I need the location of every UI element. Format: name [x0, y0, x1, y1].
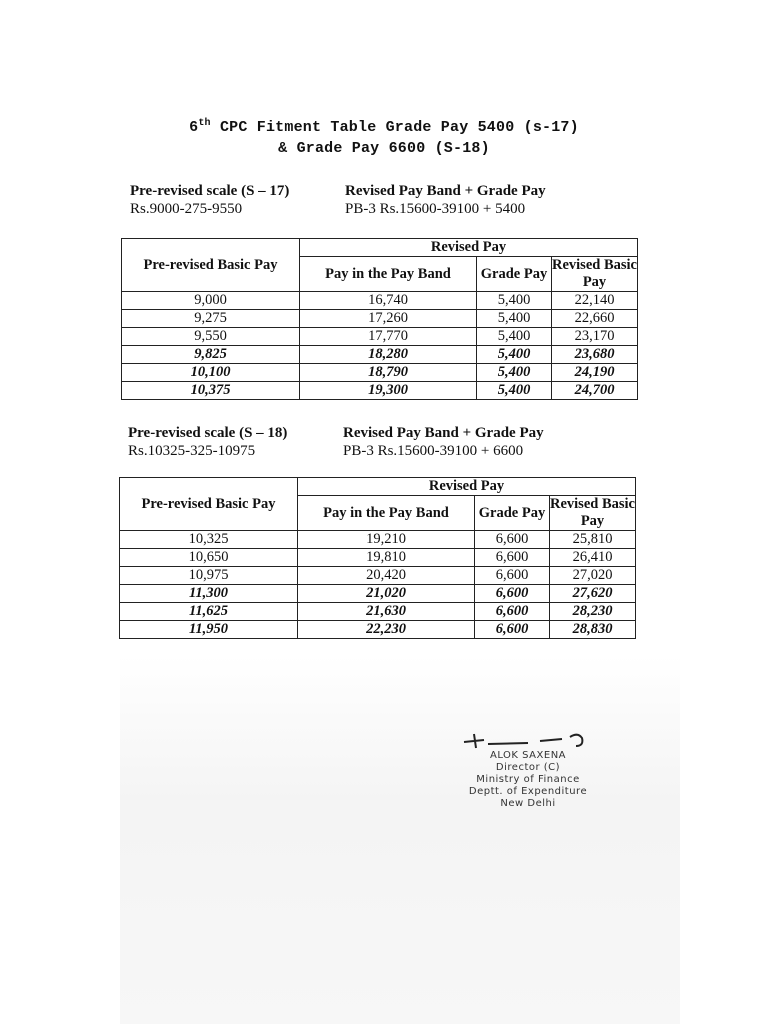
- revised-pay-band-value: PB-3 Rs.15600-39100 + 6600: [343, 443, 524, 459]
- cell-pre-revised-basic: 11,300: [120, 585, 298, 603]
- cell-grade-pay: 5,400: [477, 364, 552, 382]
- cell-pay-band: 22,230: [298, 621, 475, 639]
- revised-pay-band-s18: [343, 424, 544, 460]
- page-background-shade: [120, 655, 680, 1024]
- cell-grade-pay: 6,600: [475, 567, 550, 585]
- cell-pay-band: 18,790: [300, 364, 477, 382]
- signatory-ministry: Ministry of Finance: [476, 774, 580, 785]
- cell-pay-band: 21,630: [298, 603, 475, 621]
- cell-pre-revised-basic: 9,550: [122, 328, 300, 346]
- table-row: [120, 621, 636, 639]
- signature-stamp-text: [458, 750, 598, 810]
- table-row: [120, 549, 636, 567]
- cell-pay-band: 19,210: [298, 531, 475, 549]
- column-group-revised-pay: Revised Pay: [298, 478, 636, 496]
- cell-pre-revised-basic: 9,000: [122, 292, 300, 310]
- document-title-line-1: 6th CPC Fitment Table Grade Pay 5400 (s-17): [189, 118, 579, 136]
- fitment-table-s18: [119, 477, 636, 639]
- cell-pre-revised-basic: 11,625: [120, 603, 298, 621]
- revised-pay-band-heading: Revised Pay Band + Grade Pay: [345, 183, 546, 199]
- cell-revised-basic: 27,020: [550, 567, 636, 585]
- table-row: [122, 292, 638, 310]
- signatory-designation: Director (C): [495, 762, 561, 773]
- cell-pre-revised-basic: 10,375: [122, 382, 300, 400]
- table-row: [120, 603, 636, 621]
- cell-pre-revised-basic: 10,650: [120, 549, 298, 567]
- cell-grade-pay: 5,400: [477, 328, 552, 346]
- cell-revised-basic: 23,680: [552, 346, 638, 364]
- pre-revised-scale-s17: [130, 182, 289, 218]
- cell-pay-band: 19,810: [298, 549, 475, 567]
- table-row: [122, 328, 638, 346]
- fitment-table-body: [122, 292, 638, 400]
- column-group-revised-pay: Revised Pay: [300, 239, 638, 257]
- cell-pay-band: 16,740: [300, 292, 477, 310]
- cell-pre-revised-basic: 10,975: [120, 567, 298, 585]
- cell-pre-revised-basic: 10,100: [122, 364, 300, 382]
- column-header-revised-basic: Revised Basic Pay: [550, 496, 635, 529]
- cell-revised-basic: 24,190: [552, 364, 638, 382]
- cell-revised-basic: 22,660: [552, 310, 638, 328]
- pre-revised-scale-heading: Pre-revised scale (S – 18): [128, 425, 288, 441]
- cell-pay-band: 19,300: [300, 382, 477, 400]
- cell-pay-band: 17,770: [300, 328, 477, 346]
- column-header-revised-basic: Revised Basic Pay: [552, 257, 637, 290]
- cell-grade-pay: 5,400: [477, 346, 552, 364]
- cell-pre-revised-basic: 9,825: [122, 346, 300, 364]
- cell-pre-revised-basic: 11,950: [120, 621, 298, 639]
- cell-pay-band: 18,280: [300, 346, 477, 364]
- cell-grade-pay: 6,600: [475, 549, 550, 567]
- table-row: [120, 585, 636, 603]
- signatory-department: Deptt. of Expenditure: [468, 786, 588, 797]
- cell-revised-basic: 27,620: [550, 585, 636, 603]
- column-header-pay-band: Pay in the Pay Band: [300, 257, 477, 292]
- table-row: [122, 346, 638, 364]
- signatory-name: ALOK SAXENA: [489, 750, 567, 761]
- table-row: [120, 531, 636, 549]
- cell-revised-basic: 26,410: [550, 549, 636, 567]
- cell-grade-pay: 5,400: [477, 310, 552, 328]
- cell-revised-basic: 28,830: [550, 621, 636, 639]
- table-row: [120, 567, 636, 585]
- column-header-grade-pay: Grade Pay: [477, 257, 552, 292]
- table-row: [122, 364, 638, 382]
- fitment-table-s17: [121, 238, 638, 400]
- cell-pre-revised-basic: 10,325: [120, 531, 298, 549]
- pre-revised-scale-value: Rs.9000-275-9550: [130, 201, 243, 217]
- table-row: [122, 382, 638, 400]
- cell-revised-basic: 28,230: [550, 603, 636, 621]
- column-header-pre-revised: Pre-revised Basic Pay: [122, 239, 300, 292]
- official-signature-stamp: [458, 728, 618, 828]
- column-header-pay-band: Pay in the Pay Band: [298, 496, 475, 531]
- document-title-line-2: & Grade Pay 6600 (S-18): [278, 140, 490, 157]
- revised-pay-band-heading: Revised Pay Band + Grade Pay: [343, 425, 544, 441]
- pre-revised-scale-heading: Pre-revised scale (S – 17): [130, 183, 290, 199]
- cell-pre-revised-basic: 9,275: [122, 310, 300, 328]
- cell-grade-pay: 5,400: [477, 292, 552, 310]
- cell-revised-basic: 23,170: [552, 328, 638, 346]
- cell-revised-basic: 25,810: [550, 531, 636, 549]
- column-header-pre-revised: Pre-revised Basic Pay: [120, 478, 298, 531]
- revised-pay-band-s17: [345, 182, 546, 218]
- cell-revised-basic: 22,140: [552, 292, 638, 310]
- table-row: [122, 310, 638, 328]
- cell-pay-band: 21,020: [298, 585, 475, 603]
- column-header-grade-pay: Grade Pay: [475, 496, 550, 531]
- cell-pay-band: 17,260: [300, 310, 477, 328]
- cell-grade-pay: 6,600: [475, 621, 550, 639]
- signatory-city: New Delhi: [500, 798, 556, 809]
- fitment-table-body: [120, 531, 636, 639]
- cell-pay-band: 20,420: [298, 567, 475, 585]
- revised-pay-band-value: PB-3 Rs.15600-39100 + 5400: [345, 201, 526, 217]
- cell-grade-pay: 6,600: [475, 585, 550, 603]
- cell-grade-pay: 6,600: [475, 603, 550, 621]
- pre-revised-scale-s18: [128, 424, 287, 460]
- pre-revised-scale-value: Rs.10325-325-10975: [128, 443, 256, 459]
- cell-grade-pay: 6,600: [475, 531, 550, 549]
- cell-grade-pay: 5,400: [477, 382, 552, 400]
- cell-revised-basic: 24,700: [552, 382, 638, 400]
